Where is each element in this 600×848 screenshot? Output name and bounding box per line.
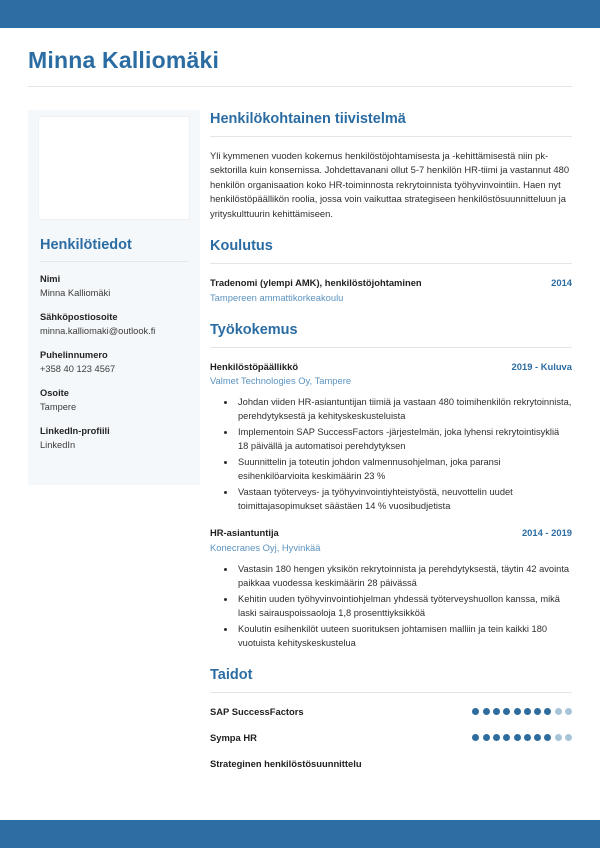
entry-bullet: • Kehitin uuden työhyvinvointiohjelman yhdessä työterveyshuollon kanssa, mikä laski sairauspoissaoloja 1,8 prosenttiyksikköä [236,592,572,620]
rating-dot-filled [514,734,521,741]
top-accent-bar [0,0,600,28]
contact-item [40,273,188,300]
sidebar [28,110,200,485]
rating-dot-filled [534,734,541,741]
skills-heading-divider [210,692,572,693]
skill-row [210,731,572,744]
contact-list [38,273,190,452]
contact-item [40,349,188,376]
entry-header-row [210,526,572,540]
entry-bullet: • Koulutin esihenkilöt uuteen suorituksen johtamisen malliin ja tein kaikki 180 vuotuista kehityskeskustelua [236,622,572,650]
experience-entry [210,360,572,514]
rating-dot-empty [555,708,562,715]
entry-title: HR-asiantuntija [210,527,279,539]
section-summary [210,110,572,221]
entry-organization: Tampereen ammattikorkeakoulu [210,291,344,303]
entry-date: 2014 - 2019 [521,527,572,539]
rating-dot-filled [503,708,510,715]
rating-dot-empty [565,708,572,715]
skills-list [210,705,572,770]
skill-name: Sympa HR [210,731,257,743]
experience-heading-divider [210,347,572,348]
rating-dot-filled [483,734,490,741]
entry-header-row [210,360,572,374]
entry-bullet: • Implementoin SAP SuccessFactors -järjestelmän, joka lyhensi rekrytointisykliä 18 päivällä ja automatisoi perehdytyksen [236,425,572,453]
entry-bullet: • Vastasin 180 hengen yksikön rekrytoinnista ja perehdytyksestä, täytin 42 avointa paikkaa vuodessa keskimäärin 28 päivässä [236,562,572,590]
contact-label: Puhelinnumero [40,350,108,360]
entry-header-row [210,276,572,290]
contact-value: LinkedIn [40,440,76,450]
rating-dot-empty [565,734,572,741]
name-block [28,46,572,87]
contact-item [40,425,188,452]
education-heading-divider [210,263,572,264]
rating-dot-filled [472,708,479,715]
entry-date: 2019 - Kuluva [511,360,572,372]
sidebar-heading-divider [40,261,188,262]
entry-bullet: • Johdan viiden HR-asiantuntijan tiimiä ja vastaan 480 toimihenkilön rekrytoinnista, perehdytyksestä ja kehityskeskusteluista [236,395,572,423]
section-education [210,237,572,305]
entry-title: Henkilöstöpäällikkö [210,360,299,372]
experience-entry [210,276,572,305]
rating-dot-filled [514,708,521,715]
skill-name: SAP SuccessFactors [210,705,304,717]
entry-bullet-list [210,395,572,513]
contact-value: +358 40 123 4567 [40,364,116,374]
name-divider [28,86,572,87]
rating-dot-filled [503,734,510,741]
skill-row [210,757,572,770]
contact-label: Sähköpostiosoite [40,312,118,322]
education-list [210,276,572,305]
entry-organization: Konecranes Oyj, Hyvinkää [210,541,321,553]
experience-entry [210,526,572,650]
entry-organization: Valmet Technologies Oy, Tampere [210,375,352,387]
contact-label: LinkedIn-profiili [40,426,110,436]
entry-bullet: • Vastaan työterveys- ja työhyvinvointiyhteistyöstä, neuvottelin uudet toimittajasopimukset säästäen 14 % vuosibudjetista [236,485,572,513]
rating-dot-filled [483,708,490,715]
rating-dot-filled [493,734,500,741]
contact-value: Tampere [40,402,77,412]
section-heading-summary: Henkilökohtainen tiivistelmä [210,111,406,127]
contact-label: Osoite [40,388,69,398]
rating-dot-filled [493,708,500,715]
section-heading-experience: Työkokemus [210,321,298,338]
contact-value: Minna Kalliomäki [40,288,111,298]
rating-dot-filled [534,708,541,715]
rating-dot-filled [524,708,531,715]
entry-date: 2014 [551,277,572,289]
contact-value: minna.kalliomaki@outlook.fi [40,326,156,336]
summary-text: Yli kymmenen vuoden kokemus henkilöstöjohtamisesta ja -kehittämisestä niin pk-sektorilla kuin konsernissa. Johdettavanani ollut 5-7 henkilön HR-tiimi ja vastannut 480 henkilön organisaation koko HR-toiminnosta rekrytoinnista työhyvinvointiin. Haen nyt henkilöstöpäällikön roolia, jossa voin vaikuttaa strategiseen henkilöstösuunnitteluun ja yrityskulttuurin kehittämiseen. [210,150,570,219]
skill-rating-dots [472,708,572,715]
summary-heading-divider [210,136,572,137]
entry-bullet: • Suunnittelin ja toteutin johdon valmennusohjelman, joka paransi esihenkilöarvioita keskimäärin 23 % [236,455,572,483]
rating-dot-filled [524,734,531,741]
page-title: Minna Kalliomäki [28,47,220,73]
entry-title: Tradenomi (ylempi AMK), henkilöstöjohtaminen [210,277,422,289]
contact-item [40,387,188,414]
rating-dot-empty [555,734,562,741]
section-experience [210,321,572,650]
contact-item [40,311,188,338]
skill-row [210,705,572,718]
photo-placeholder [38,116,190,220]
section-heading-education: Koulutus [210,238,273,255]
main-column [210,110,572,786]
rating-dot-filled [544,708,551,715]
skill-name: Strateginen henkilöstösuunnittelu [210,757,362,769]
sidebar-heading-personal-details: Henkilötiedot [40,237,132,253]
contact-label: Nimi [40,274,61,284]
entry-bullet-list [210,562,572,650]
rating-dot-filled [472,734,479,741]
bottom-accent-bar [0,820,600,848]
section-heading-skills: Taidot [210,666,253,683]
rating-dot-filled [544,734,551,741]
experience-list [210,360,572,650]
section-skills [210,666,572,770]
skill-rating-dots [472,734,572,741]
